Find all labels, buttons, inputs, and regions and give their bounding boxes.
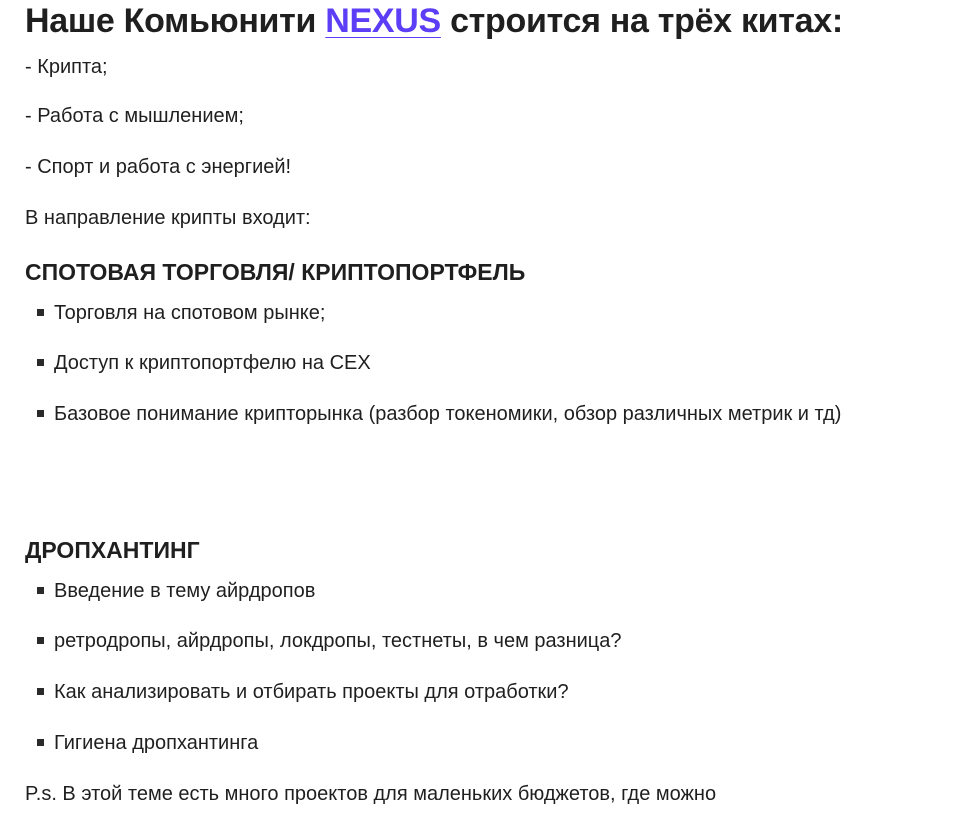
nexus-link[interactable]: NEXUS	[325, 2, 441, 40]
crypto-intro: В направление крипты входит:	[25, 207, 311, 229]
list-item-text: Торговля на спотовом рынке;	[54, 302, 326, 324]
list-item-text: Гигиена дропхантинга	[54, 732, 259, 754]
list-item-text: Как анализировать и отбирать проекты для отработки?	[54, 681, 569, 703]
title-text-before: Наше Комьюнити	[25, 2, 326, 40]
list-item	[25, 727, 925, 759]
pillar-sport: - Спорт и работа с энергией!	[25, 156, 292, 178]
section-title-spot-trading: СПОТОВАЯ ТОРГОВЛЯ/ КРИПТОПОРТФЕЛЬ	[25, 259, 526, 285]
title-text-after: строится на трёх китах:	[440, 2, 843, 40]
list-item	[25, 297, 925, 329]
list-item-text: ретродропы, айрдропы, локдропы, тестнеты, в чем разница?	[54, 630, 622, 652]
page-title	[25, 1, 843, 41]
bullet-icon	[37, 359, 44, 366]
pillar-mindset: - Работа с мышлением;	[25, 105, 244, 127]
section-title-drophunting: ДРОПХАНТИНГ	[25, 537, 200, 563]
list-item-text: Базовое понимание крипторынка (разбор токеномики, обзор различных метрик и тд)	[54, 403, 842, 425]
list-item	[25, 347, 925, 379]
list-item	[25, 398, 925, 430]
bullet-icon	[37, 637, 44, 644]
footer-note: P.s. В этой теме есть много проектов для маленьких бюджетов, где можно	[25, 783, 717, 805]
list-item	[25, 625, 925, 657]
pillar-crypto: - Крипта;	[25, 56, 108, 78]
bullet-icon	[37, 410, 44, 417]
bullet-icon	[37, 688, 44, 695]
list-item	[25, 575, 925, 607]
list-item	[25, 676, 925, 708]
bullet-icon	[37, 739, 44, 746]
list-item-text: Введение в тему айрдропов	[54, 580, 316, 602]
list-item-text: Доступ к криптопортфелю на CEX	[54, 352, 371, 374]
bullet-icon	[37, 309, 44, 316]
bullet-icon	[37, 587, 44, 594]
